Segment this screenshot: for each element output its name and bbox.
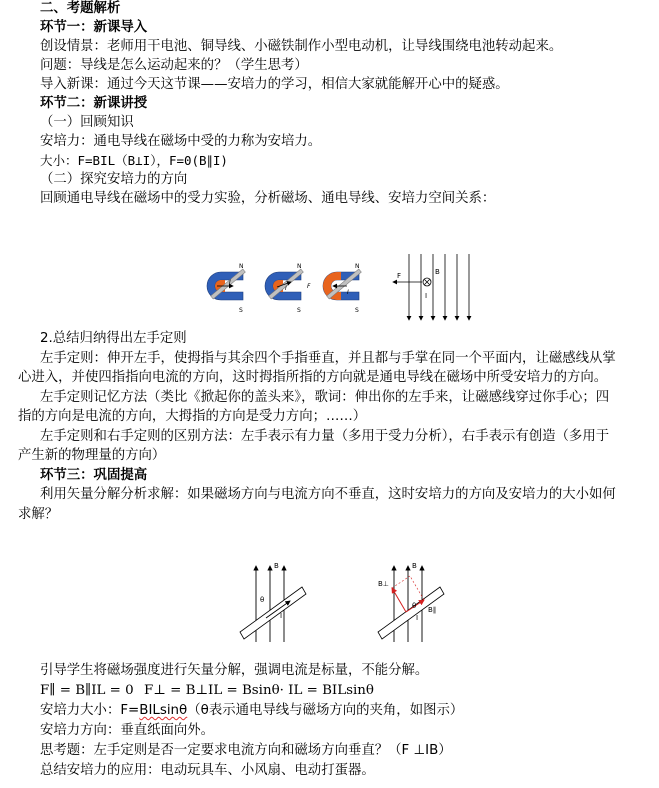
rule-line-1: 左手定则：伸开左手，使拇指与其余四个手指垂直，并且都与手掌在同一个平面内，让磁感线从掌 (40, 351, 616, 366)
seg3-heading: 环节三：巩固提高 (40, 468, 148, 483)
formula-parallel: F∥ = B∥IL = 0 (40, 683, 134, 698)
field-lines-diagram (393, 254, 469, 320)
fig2-angle-label-left: θ (260, 596, 265, 604)
fig2-current-label-right: I (416, 614, 419, 622)
fig1-field-label: B (435, 268, 440, 276)
fig1-force-2: F (307, 283, 311, 290)
seg1-heading: 环节一：新课导入 (40, 20, 148, 35)
fig1-current-2: I (285, 285, 287, 292)
fig2-bpar-label: B∥ (428, 606, 437, 614)
seg1-question: 问题：导线是怎么运动起来的？（学生思考） (40, 58, 308, 73)
rule-line-2: 心进入，并使四指指向电流的方向，这时拇指所指的方向就是通电导线在磁场中所受安培力的方向。 (18, 370, 608, 385)
fig1-force-label: F (397, 272, 402, 280)
fig1-south-1: S (239, 307, 243, 314)
question-line-1: 利用矢量分解分析求解：如果磁场方向与电流方向不垂直，这时安培力的方向及安培力的大小如何 (40, 487, 616, 502)
seg2-heading: 环节二：新课讲授 (40, 96, 148, 111)
diff-line-2: 产生新的物理量的方向） (18, 448, 166, 463)
fig1-south-2: S (297, 307, 301, 314)
horseshoe-magnet-1 (207, 263, 245, 314)
question-line-2: 求解？ (18, 507, 59, 522)
explore-title: （二）探究安培力的方向 (40, 172, 188, 187)
fig1-north-3: N (355, 263, 360, 270)
force-size-prefix: 安培力大小：F= (40, 703, 140, 718)
decomposed-field-diagram (378, 562, 444, 642)
ampere-magnitude: 大小：F=BIL（B⊥I），F=0(B∥I) (40, 153, 228, 168)
ampere-definition: 安培力：通电导线在磁场中受的力称为安培力。 (40, 134, 322, 149)
think-question: 思考题：左手定则是否一定要求电流方向和磁场方向垂直？（F ⊥IB） (40, 743, 452, 758)
fig2-field-label-left: B (274, 562, 279, 570)
memory-line-1: 左手定则记忆方法（类比《掀起你的盖头来》，歌词：伸出你的左手来，让磁感线穿过你手心；四 (40, 390, 610, 405)
guide-text: 引导学生将磁场强度进行矢量分解，强调电流是标量，不能分解。 (40, 663, 429, 678)
fig1-north-1: N (239, 263, 244, 270)
fig1-current-1: I (229, 279, 231, 286)
section-title: 二、考题解析 (40, 1, 121, 16)
field-at-angle-diagram (240, 562, 306, 642)
force-size-formula: BILsinθ (139, 703, 188, 718)
force-size-line (40, 702, 659, 719)
review-title: （一）回顾知识 (40, 115, 134, 130)
force-direction: 安培力方向：垂直纸面向外。 (40, 723, 215, 738)
diff-line-1: 左手定则和右手定则的区别方法：左手表示有力量（多用于受力分析），右手表示有创造（多用于 (40, 429, 610, 444)
horseshoe-magnet-2 (265, 263, 311, 314)
formula-perpendicular: F⊥ = B⊥IL = Bsinθ· IL = BILsinθ (144, 683, 374, 698)
summary-title: 2.总结归纳得出左手定则 (40, 331, 187, 346)
seg1-scenario: 创设情景：老师用干电池、铜导线、小磁铁制作小型电动机，让导线围绕电池转动起来。 (40, 39, 563, 54)
fig2-bperp-label: B⊥ (378, 580, 389, 588)
fig1-north-2: N (297, 263, 302, 270)
fig1-current-3: I (347, 289, 349, 296)
explore-text: 回顾通电导线在磁场中的受力实验，分析磁场、通电导线、安培力空间关系： (40, 191, 496, 206)
horseshoe-magnet-3 (323, 263, 361, 314)
seg1-intro: 导入新课：通过今天这节课——安培力的学习，相信大家就能解开心中的疑惑。 (40, 77, 509, 92)
fig2-field-label-right: B (412, 562, 417, 570)
fig1-current-label: I (425, 292, 428, 300)
fig2-current-label-left: I (280, 612, 283, 620)
fig2-angle-label-right: θ (412, 602, 417, 610)
magnet-experiment-figure (195, 248, 485, 330)
fig1-south-3: S (355, 307, 359, 314)
vector-decomposition-figure (228, 556, 468, 652)
force-size-suffix: （θ表示通电导线与磁场方向的夹角，如图示） (187, 703, 464, 718)
memory-line-2: 指的方向是电流的方向，大拇指的方向是受力方向；……） (18, 409, 367, 424)
applications: 总结安培力的应用：电动玩具车、小风扇、电动打蛋器。 (40, 763, 375, 778)
